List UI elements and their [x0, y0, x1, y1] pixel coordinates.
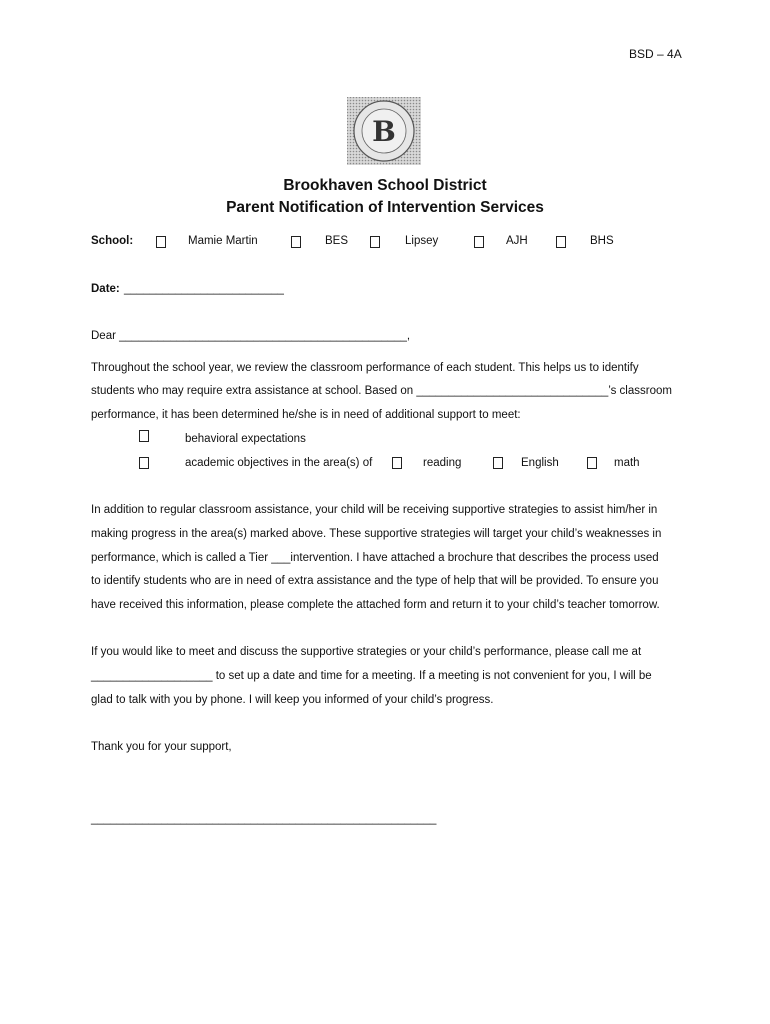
checkbox-math[interactable] [587, 457, 597, 469]
closing-text: Thank you for your support, [91, 741, 232, 753]
school-option-bes: BES [325, 235, 349, 247]
school-option-lipsey: Lipsey [405, 235, 439, 247]
para3-line3: glad to talk with you by phone. I will keep you informed of your child’s progress. [91, 694, 494, 706]
school-option-ajh: AJH [506, 235, 528, 247]
para1-line2: students who may require extra assistance at school. Based on ______________________________’s classroom [91, 385, 672, 397]
school-option-mamie-martin: Mamie Martin [188, 235, 258, 247]
area-math: math [614, 457, 640, 469]
para2-line5: have received this information, please complete the attached form and return it to your child’s teacher tomorrow. [91, 599, 660, 611]
checkbox-behavioral[interactable] [139, 430, 149, 442]
school-label: School: [91, 235, 134, 247]
dear-line: Dear _____________________________________________, [91, 330, 411, 342]
area-english: English [521, 457, 559, 469]
date-label: Date: [91, 283, 120, 295]
academic-label: academic objectives in the area(s) of [185, 457, 373, 469]
para3-line2: ___________________ to set up a date and time for a meeting. If a meeting is not convenient for you, I will be [91, 670, 652, 682]
checkbox-lipsey[interactable] [370, 236, 380, 248]
page-subtitle: Parent Notification of Intervention Services [226, 199, 544, 216]
document-code: BSD – 4A [629, 47, 682, 61]
seal-letter: B [372, 115, 396, 148]
checkbox-mamie-martin[interactable] [156, 236, 166, 248]
page-title: Brookhaven School District [283, 177, 487, 194]
checkbox-english[interactable] [493, 457, 503, 469]
checkbox-bhs[interactable] [556, 236, 566, 248]
para2-line1: In addition to regular classroom assistance, your child will be receiving supportive strategies to assist him/her in [91, 504, 658, 516]
para2-line2: making progress in the area(s) marked above. These supportive strategies will target your child’s weaknesses in [91, 528, 662, 540]
checkbox-ajh[interactable] [474, 236, 484, 248]
district-seal-logo [346, 96, 422, 166]
area-reading: reading [423, 457, 462, 469]
school-option-bhs: BHS [590, 235, 614, 247]
para2-line3: performance, which is called a Tier ___intervention. I have attached a brochure that describes the process used [91, 552, 659, 564]
checkbox-academic[interactable] [139, 457, 149, 469]
behavioral-label: behavioral expectations [185, 433, 306, 445]
para2-line4: to identify students who are in need of extra assistance and the type of help that will be provided. To ensure you [91, 575, 659, 587]
para3-line1: If you would like to meet and discuss the supportive strategies or your child’s performance, please call me at [91, 646, 642, 658]
date-blank[interactable]: _________________________ [124, 283, 284, 295]
para1-line3: performance, it has been determined he/she is in need of additional support to meet: [91, 409, 521, 421]
signature-line[interactable]: ______________________________________________________ [91, 813, 437, 825]
para1-line1: Throughout the school year, we review the classroom performance of each student. This helps us to identify [91, 362, 639, 374]
checkbox-reading[interactable] [392, 457, 402, 469]
checkbox-bes[interactable] [291, 236, 301, 248]
